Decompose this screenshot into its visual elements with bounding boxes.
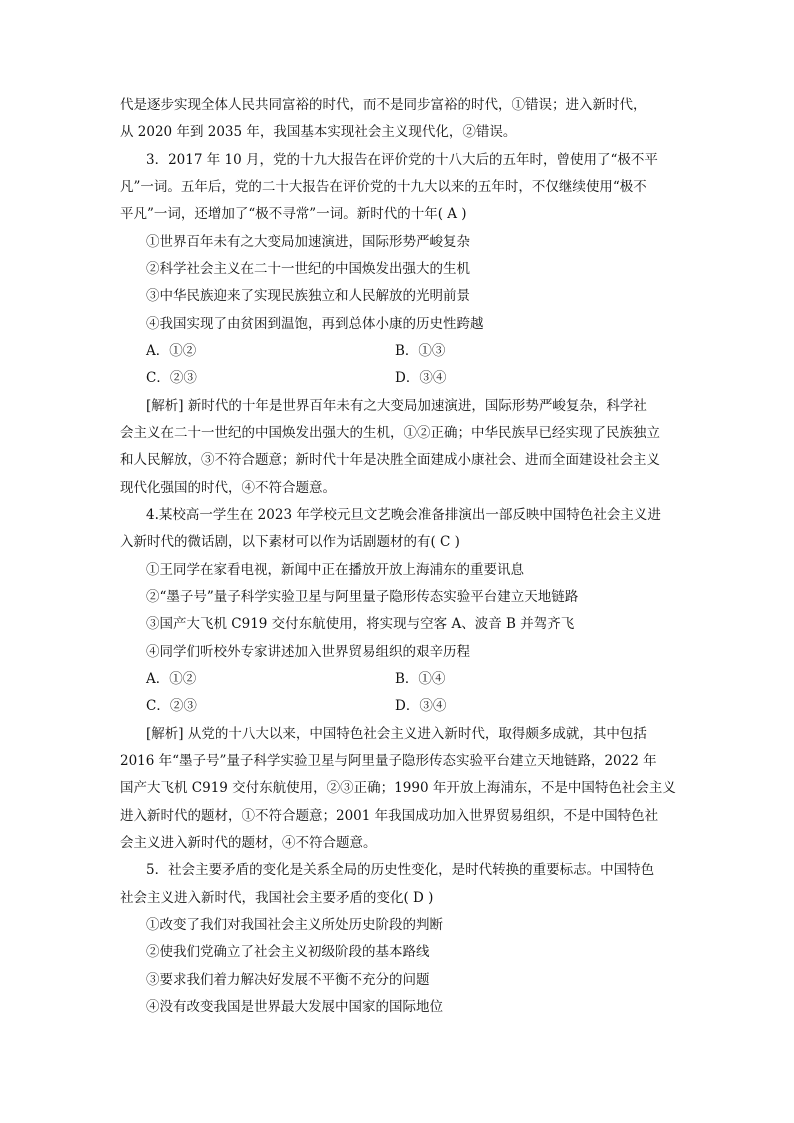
q4-analysis-line: 进入新时代的题材，①不符合题意；2001 年我国成功加入世界贸易组织，不是中国特色社 [120,808,659,824]
q3-analysis-line: 现代化强国的时代，④不符合题意。 [120,480,336,496]
q4-analysis-line: 2016 年“墨子号”量子科学实验卫星与阿里量子隐形传态实验平台建立天地链路，2022 年 [120,753,657,769]
intro-line: 从 2020 年到 2035 年，我国基本实现社会主义现代化，②错误。 [120,124,517,140]
q4-item: ②“墨子号”量子科学实验卫星与阿里量子隐形传态实验平台建立天地链路 [146,589,579,605]
q5-item: ③要求我们着力解决好发展不平衡不充分的问题 [146,972,430,988]
intro-line: 代是逐步实现全体人民共同富裕的时代，而不是同步富裕的时代，①错误；进入新时代， [120,97,647,113]
q4-item: ③国产大飞机 C919 交付东航使用，将实现与空客 A、波音 B 并驾齐飞 [146,616,575,632]
q3-item: ②科学社会主义在二十一世纪的中国焕发出强大的生机 [146,261,470,277]
q3-item: ①世界百年未有之大变局加速演进，国际形势严峻复杂 [146,234,470,250]
q4-item: ①王同学在家看电视，新闻中正在播放开放上海浦东的重要讯息 [146,562,524,578]
q4-option-b: B．①④ [395,671,446,687]
q3-option-a: A．①② [146,343,197,359]
q3-option-b: B．①③ [395,343,446,359]
q4-analysis-line: 国产大飞机 C919 交付东航使用，②③正确；1990 年开放上海浦东，不是中国特色社会主义 [120,780,676,796]
q4-option-d: D．③④ [395,698,447,714]
q4-option-a: A．①② [146,671,197,687]
q3-option-d: D．③④ [395,370,447,386]
q3-option-c: C．②③ [146,370,197,386]
q5-stem-line: 社会主义进入新时代，我国社会主要矛盾的变化( D ) [120,890,434,906]
q3-item: ③中华民族迎来了实现民族独立和人民解放的光明前景 [146,288,470,304]
q5-item: ②使我们党确立了社会主义初级阶段的基本路线 [146,944,430,960]
q3-analysis-line: [解析] 新时代的十年是世界百年未有之大变局加速演进，国际形势严峻复杂，科学社 [146,398,647,414]
q3-stem-line: 凡”一词。五年后，党的二十大报告在评价党的十九大以来的五年时，不仅继续使用“极不 [120,179,647,195]
q4-item: ④同学们听校外专家讲述加入世界贸易组织的艰辛历程 [146,644,470,660]
q4-option-c: C．②③ [146,698,197,714]
q4-analysis-line: [解析] 从党的十八大以来，中国特色社会主义进入新时代，取得颇多成就，其中包括 [146,726,647,742]
q3-item: ④我国实现了由贫困到温饱，再到总体小康的历史性跨越 [146,316,484,332]
q3-analysis-line: 和人民解放，③不符合题意；新时代十年是决胜全面建成小康社会、进而全面建设社会主义 [120,452,660,468]
q3-stem-line: 平凡”一词，还增加了“极不寻常”一词。新时代的十年( A ) [120,206,467,222]
q3-stem-line: 3．2017 年 10 月，党的十九大报告在评价党的十八大后的五年时，曾使用了“极不平 [146,152,658,168]
q4-stem-line: 入新时代的微话剧，以下素材可以作为话剧题材的有( C ) [120,534,460,550]
q5-item: ④没有改变我国是世界最大发展中国家的国际地位 [146,999,443,1015]
q4-stem-line: 4.某校高一学生在 2023 年学校元旦文艺晚会准备排演出一部反映中国特色社会主义进 [146,507,661,523]
q5-stem-line: 5．社会主要矛盾的变化是关系全局的历史性变化，是时代转换的重要标志。中国特色 [146,862,655,878]
q3-analysis-line: 会主义在二十一世纪的中国焕发出强大的生机，①②正确；中华民族早已经实现了民族独立 [120,425,660,441]
q4-analysis-line: 会主义进入新时代的题材，④不符合题意。 [120,835,377,851]
q5-item: ①改变了我们对我国社会主义所处历史阶段的判断 [146,917,443,933]
